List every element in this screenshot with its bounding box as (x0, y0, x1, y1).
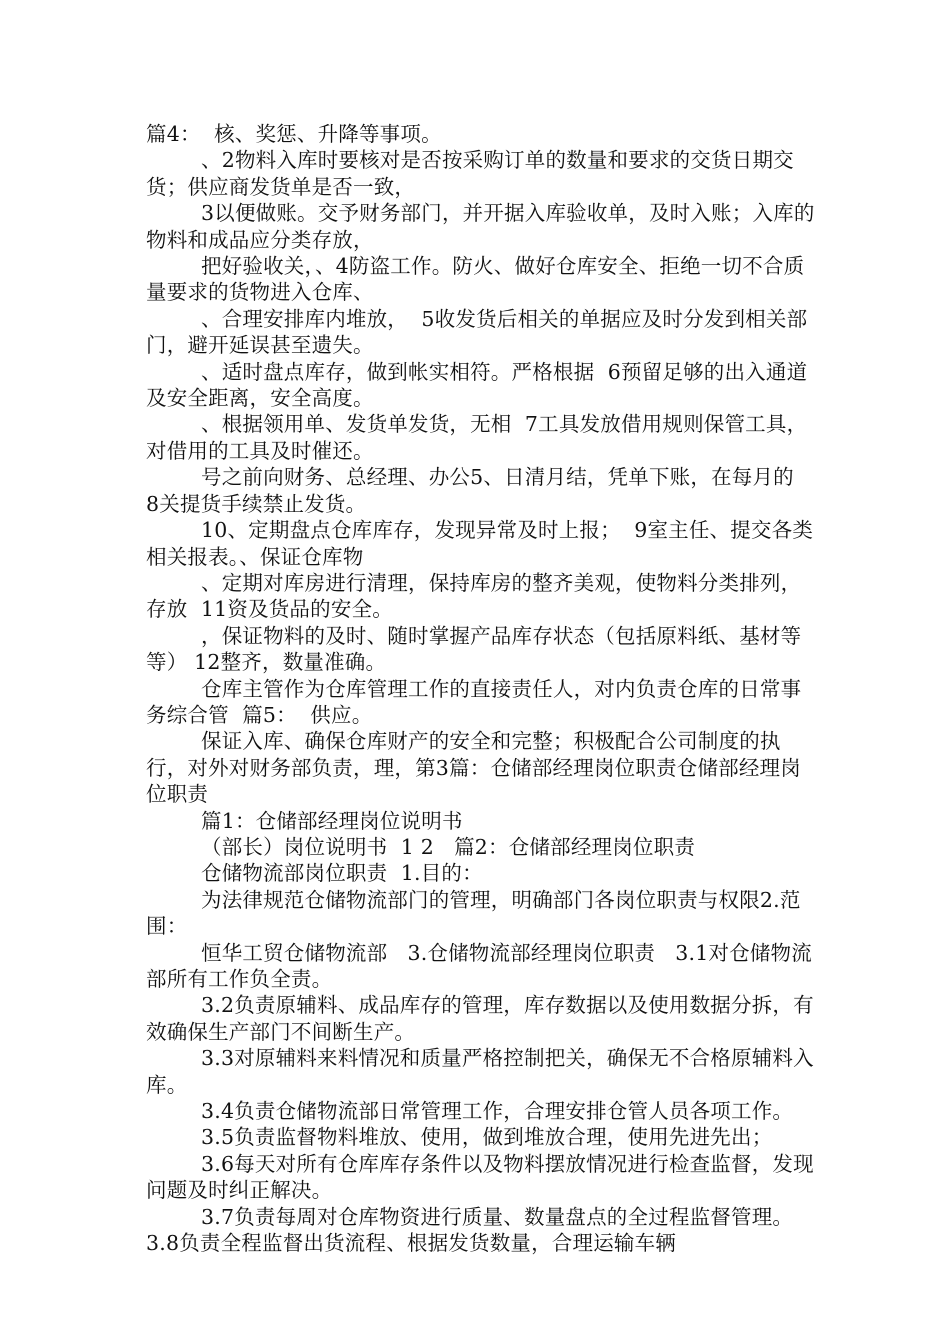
paragraph-20: 3.4负责仓储物流部日常管理工作，合理安排仓管人员各项工作。 (201, 1099, 794, 1124)
paragraph-15: 仓储物流部岗位职责 1.目的： (201, 861, 483, 886)
paragraph-17: 恒华工贸仓储物流部 3.仓储物流部经理岗位职责 3.1对仓储物流部所有工作负全责。 (146, 940, 812, 991)
paragraph-13: 篇1：仓储部经理岗位说明书 (201, 808, 463, 833)
paragraph-6: 、根据领用单、发货单发货，无相 7工具发放借用规则保管工具，对借用的工具及时催还。 (146, 412, 808, 463)
paragraph-23: 3.7负责每周对仓库物资进行质量、数量盘点的全过程监督管理。 3.8负责全程监督出货流程、根据发货数量，合理运输车辆 (146, 1204, 807, 1256)
paragraph-0: 篇4： 核、奖惩、升降等事项。 (146, 122, 442, 146)
paragraph-3: 把好验收关，、4防盗工作。防火、做好仓库安全、拒绝一切不合质量要求的货物进入仓库、 (146, 254, 805, 305)
paragraph-18: 3.2负责原辅料、成品库存的管理，库存数据以及使用数据分拆，有效确保生产部门不间断生产。 (146, 993, 814, 1044)
paragraph-22: 3.6每天对所有仓库库存条件以及物料摆放情况进行检查监督，发现问题及时纠正解决。 (146, 1151, 814, 1203)
paragraph-10: ，保证物料的及时、随时掌握产品库存状态（包括原料纸、基材等等） 12整齐，数量准确。 (146, 623, 802, 675)
paragraph-19: 3.3对原辅料来料情况和质量严格控制把关，确保无不合格原辅料入库。 (146, 1046, 814, 1097)
paragraph-4: 、合理安排库内堆放， 5收发货后相关的单据应及时分发到相关部门，避开延误甚至遗失。 (146, 306, 808, 358)
paragraph-16: 为法律规范仓储物流部门的管理，明确部门各岗位职责与权限2.范围： (146, 887, 801, 939)
paragraph-14: （部长）岗位说明书 1 2 篇2：仓储部经理岗位职责 (201, 834, 696, 859)
paragraph-5: 、适时盘点库存，做到帐实相符。严格根据 6预留足够的出入通道及安全距离，安全高度。 (146, 359, 808, 411)
paragraph-21: 3.5负责监督物料堆放、使用，做到堆放合理，使用先进先出； (201, 1125, 773, 1150)
paragraph-2: 3以便做账。交予财务部门，并开据入库验收单，及时入账；入库的物料和成品应分类存放， (146, 201, 815, 252)
paragraph-7: 号之前向财务、总经理、办公5、日清月结，凭单下账，在每月的 8关提货手续禁止发货。 (146, 465, 808, 516)
paragraph-8: 10、定期盘点仓库库存，发现异常及时上报； 9室主任、提交各类相关报表。、保证仓库物 (146, 518, 814, 569)
paragraph-9: 、定期对库房进行清理，保持库房的整齐美观，使物料分类排列，存放 11资及货品的安全。 (146, 570, 802, 622)
paragraph-1: 、2物料入库时要核对是否按采购订单的数量和要求的交货日期交货；供应商发货单是否一致， (146, 148, 794, 199)
paragraph-11: 仓库主管作为仓库管理工作的直接责任人，对内负责仓库的日常事务综合管 篇5： 供应。 (146, 676, 802, 727)
document-body (146, 121, 816, 1256)
paragraph-12: 保证入库、确保仓库财产的安全和完整；积极配合公司制度的执行，对外对财务部负责，理，第3篇：仓储部经理岗位职责仓储部经理岗位职责 (146, 729, 801, 807)
